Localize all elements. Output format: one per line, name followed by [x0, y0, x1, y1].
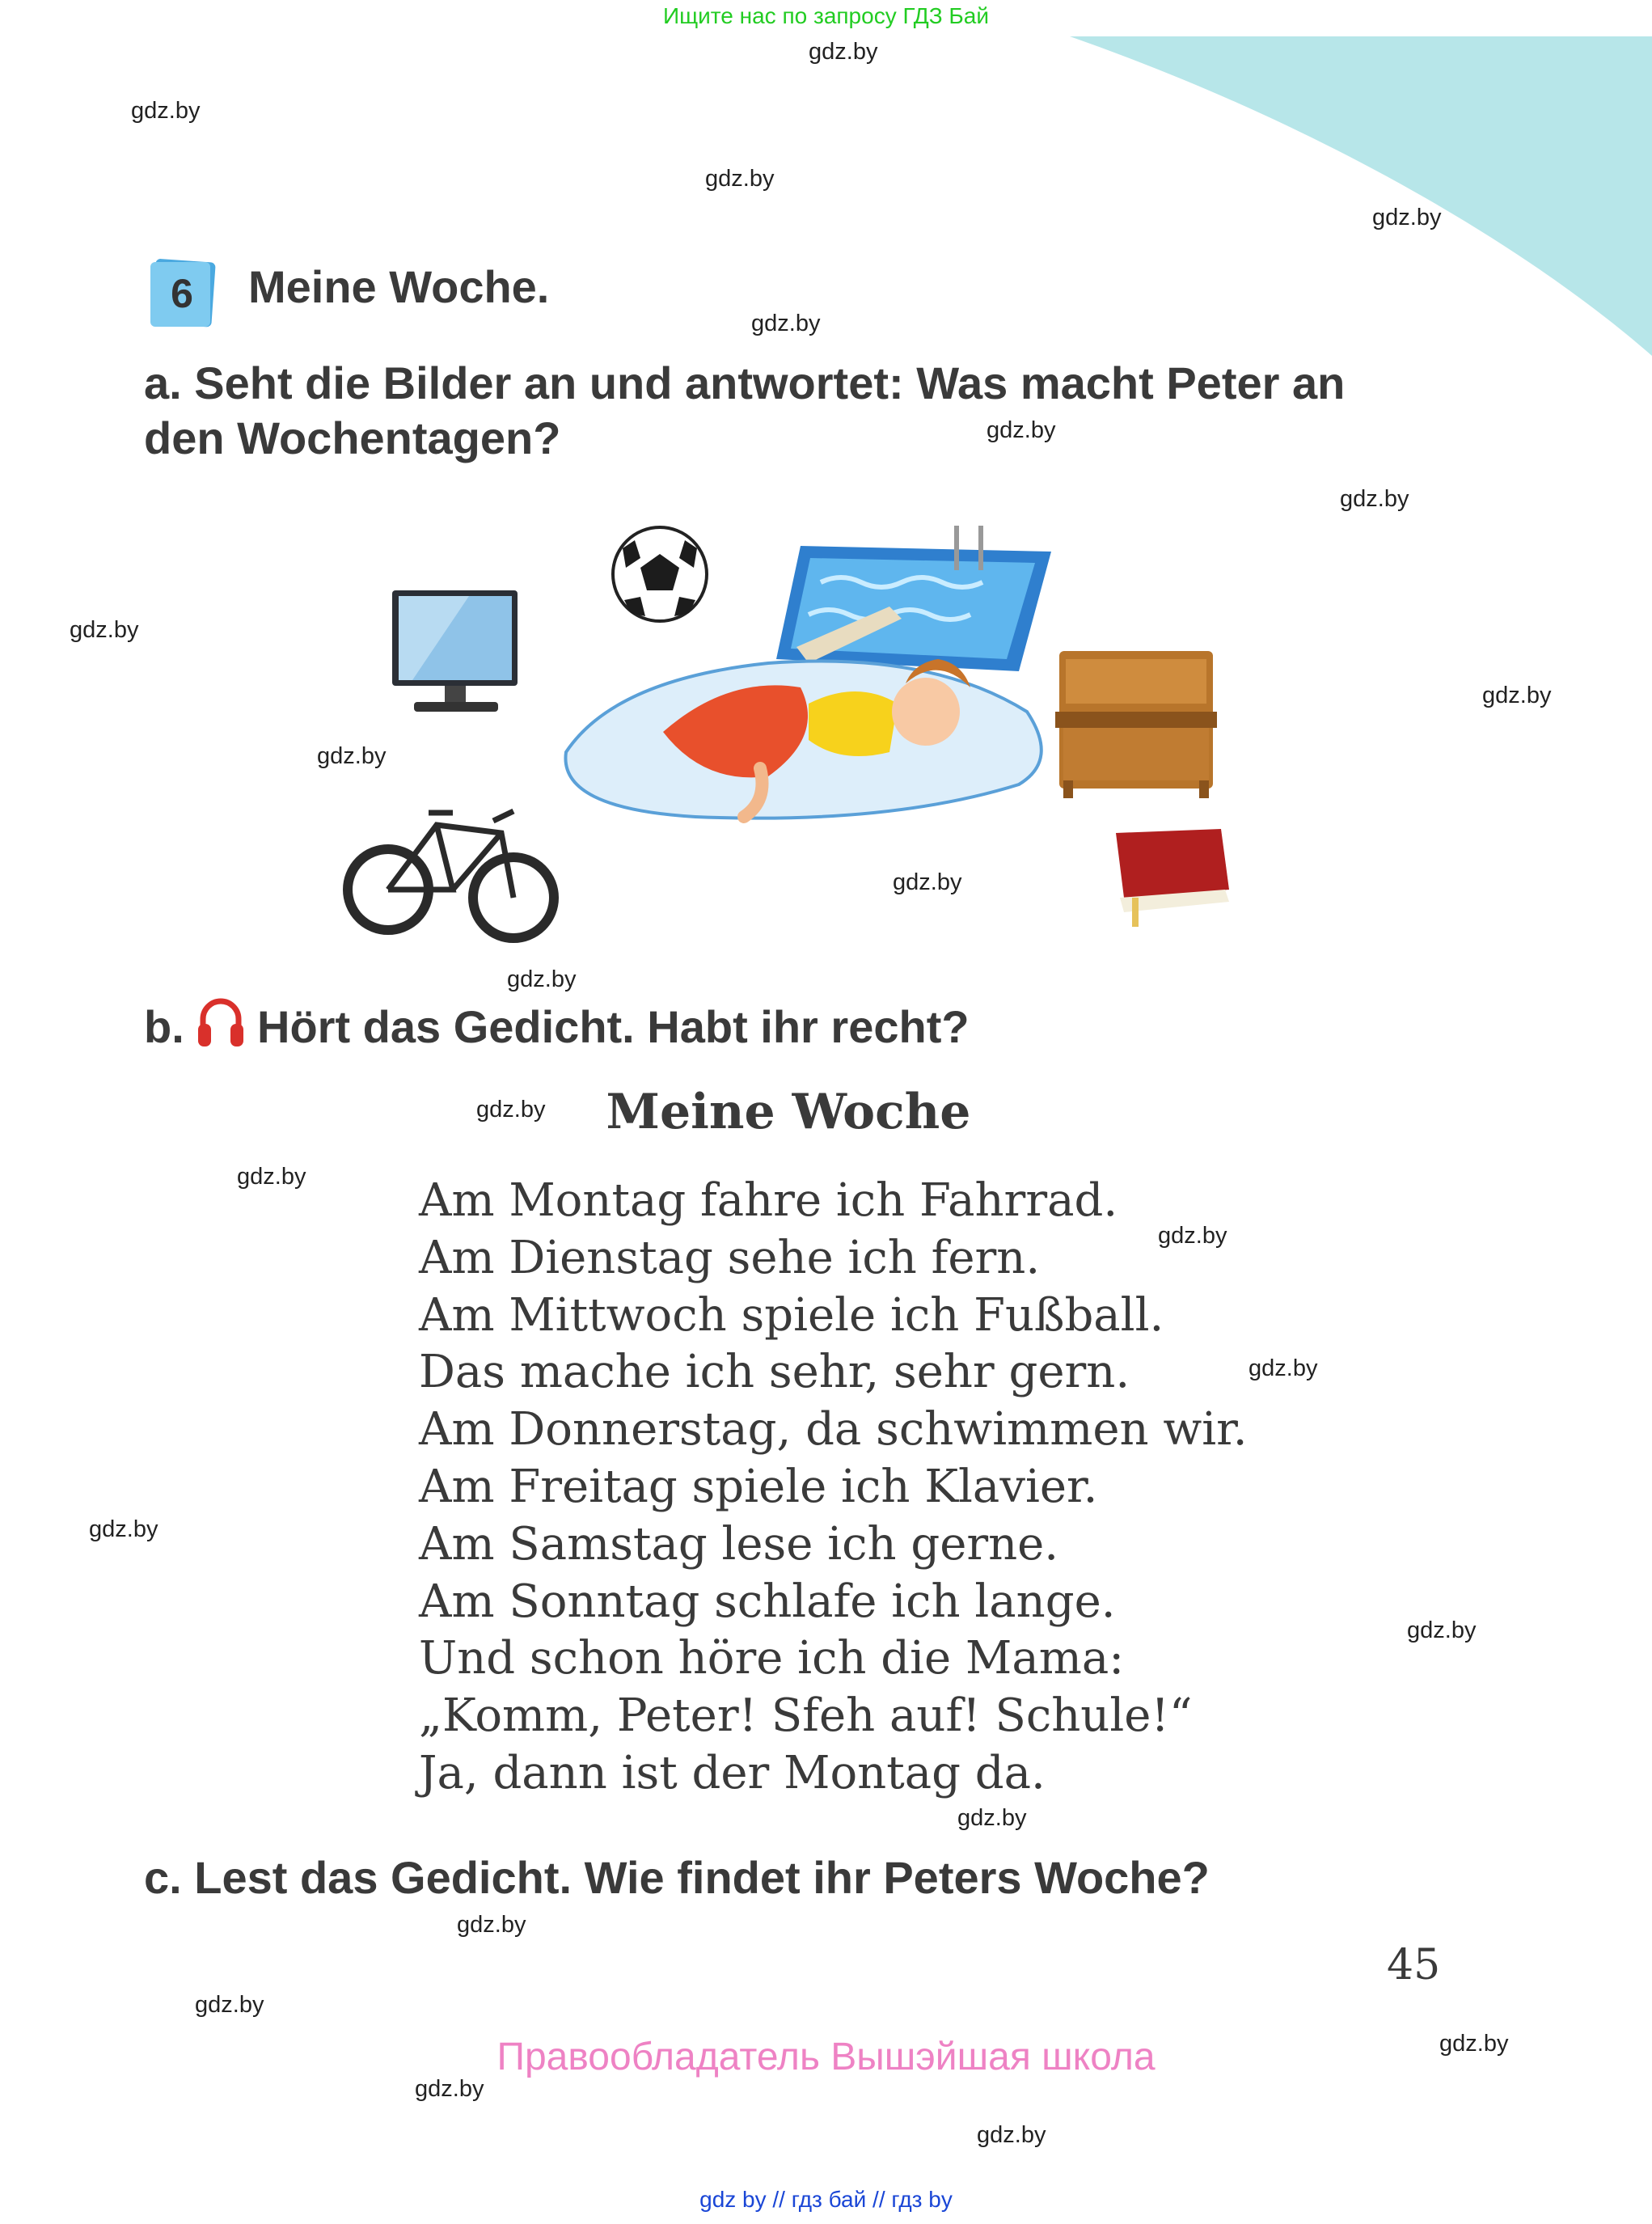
task-b: Hört das Gedicht. Habt ihr recht? — [257, 1001, 970, 1052]
poem-line: Ja, dann ist der Montag da. — [419, 1746, 1046, 1799]
piano-icon — [1055, 651, 1217, 798]
watermark: gdz.by — [1407, 1617, 1477, 1643]
poem-line: Am Mittwoch spiele ich Fußball. — [419, 1288, 1164, 1342]
watermark: gdz.by — [809, 39, 878, 65]
watermark: gdz.by — [131, 98, 201, 124]
watermark: gdz.by — [705, 166, 775, 192]
task-b-letter: b. — [144, 1001, 184, 1052]
exercise-title: Meine Woche. — [248, 261, 550, 312]
watermark: gdz.by — [893, 869, 962, 895]
poem-line: Am Samstag lese ich gerne. — [419, 1517, 1059, 1571]
page-number: 45 — [1387, 1941, 1441, 1989]
watermark: gdz.by — [1372, 205, 1442, 230]
poem-line: Am Freitag spiele ich Klavier. — [419, 1460, 1098, 1513]
poem-text — [419, 1173, 1248, 1803]
poem-line: Am Montag fahre ich Fahrrad. — [419, 1174, 1118, 1227]
task-c: c. Lest das Gedicht. Wie findet ihr Peters Woche? — [144, 1852, 1210, 1903]
footer-links[interactable]: gdz by // гдз бай // гдз by — [699, 2187, 953, 2212]
exercise-number: 6 — [171, 271, 193, 316]
watermark: gdz.by — [751, 311, 821, 336]
poem-line: „Komm, Peter! Sfeh auf! Schule!“ — [419, 1689, 1193, 1743]
sleeping-boy-icon — [565, 659, 1041, 818]
watermark: gdz.by — [1249, 1355, 1318, 1381]
copyright-notice: Правообладатель Вышэйшая школа — [496, 2036, 1156, 2078]
poem-line: Am Donnerstag, da schwimmen wir. — [419, 1403, 1248, 1457]
watermark: gdz.by — [1482, 683, 1552, 708]
watermark: gdz.by — [977, 2122, 1046, 2148]
watermark: gdz.by — [317, 743, 387, 769]
soccer-ball-icon — [613, 527, 707, 621]
swimming-pool-icon — [776, 526, 1051, 671]
tv-icon — [392, 590, 518, 712]
exercise-number-badge — [146, 257, 218, 330]
watermark: gdz.by — [507, 966, 577, 992]
poem-line: Am Dienstag sehe ich fern. — [419, 1231, 1041, 1284]
bicycle-icon — [348, 811, 554, 938]
poem-line: Das mache ich sehr, sehr gern. — [419, 1346, 1130, 1399]
watermark: gdz.by — [476, 1097, 546, 1123]
watermark: gdz.by — [1158, 1223, 1227, 1249]
watermark: gdz.by — [70, 617, 139, 643]
watermark: gdz.by — [957, 1805, 1027, 1831]
watermark: gdz.by — [1340, 486, 1409, 512]
week-activities-illustration — [323, 509, 1261, 962]
watermark: gdz.by — [237, 1164, 306, 1190]
watermark: gdz.by — [457, 1912, 526, 1938]
task-a: a. Seht die Bilder an und antwortet: Was macht Peter an den Wochentagen? — [144, 357, 1346, 463]
watermark: gdz.by — [987, 417, 1056, 443]
poem-line: Und schon höre ich die Mama: — [419, 1632, 1125, 1685]
watermark: gdz.by — [89, 1516, 158, 1542]
top-banner: Ищите нас по запросу ГДЗ Бай — [662, 3, 990, 28]
book-icon — [1116, 829, 1229, 927]
poem-title: Meine Woche — [606, 1084, 971, 1140]
corner-decoration — [1070, 0, 1652, 356]
poem-line: Am Sonntag schlafe ich lange. — [419, 1575, 1116, 1628]
watermark: gdz.by — [1439, 2031, 1509, 2057]
headphones-icon — [196, 996, 245, 1050]
watermark: gdz.by — [195, 1992, 264, 2018]
watermark: gdz.by — [415, 2076, 484, 2102]
